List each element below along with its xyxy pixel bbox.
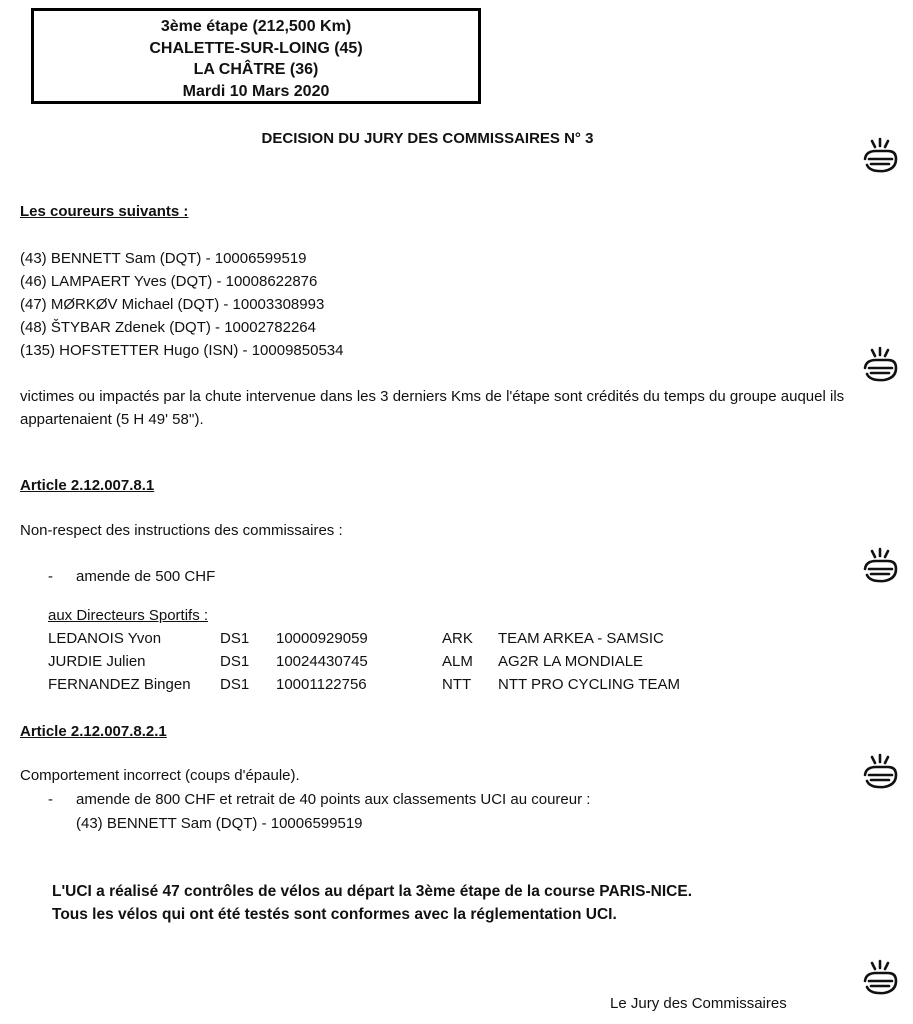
list-item: (47) MØRKØV Michael (DQT) - 10003308993 bbox=[20, 296, 325, 313]
stage-distance: 3ème étape (212,500 Km) bbox=[160, 18, 352, 35]
director-name: LEDANOIS Yvon bbox=[48, 630, 162, 647]
director-role: DS1 bbox=[220, 630, 250, 647]
director-team-code: ARK bbox=[442, 630, 473, 647]
director-name: FERNANDEZ Bingen bbox=[48, 676, 191, 693]
decision-title: DECISION DU JURY DES COMMISSAIRES N° 3 bbox=[261, 130, 594, 147]
time-credit-paragraph: victimes ou impactés par la chute intervenue dans les 3 derniers Kms de l'étape sont crédités du temps du groupe auquel ils appartenaient (5 H 49' 58''). bbox=[20, 388, 845, 428]
article1-penalty bbox=[48, 568, 215, 585]
article2-title: Article 2.12.007.8.2.1 bbox=[20, 723, 167, 740]
article2-description: Comportement incorrect (coups d'épaule). bbox=[20, 767, 300, 784]
bullet-dash: - bbox=[48, 791, 53, 808]
jury-signature: Le Jury des Commissaires bbox=[610, 995, 787, 1012]
director-uci-id: 10000929059 bbox=[276, 630, 368, 647]
director-team-code: NTT bbox=[442, 676, 472, 693]
paris-nice-sun-logo-icon bbox=[858, 544, 902, 588]
article1-description: Non-respect des instructions des commissaires : bbox=[20, 522, 343, 539]
list-item: (46) LAMPAERT Yves (DQT) - 10008622876 bbox=[20, 273, 318, 290]
director-team: AG2R LA MONDIALE bbox=[498, 653, 644, 670]
paris-nice-sun-logo-icon bbox=[858, 343, 902, 387]
rider-list bbox=[20, 247, 343, 362]
director-name: JURDIE Julien bbox=[48, 653, 146, 670]
director-uci-id: 10001122756 bbox=[276, 676, 367, 693]
table-row bbox=[48, 627, 680, 650]
director-team: TEAM ARKEA - SAMSIC bbox=[498, 630, 664, 647]
director-role: DS1 bbox=[220, 653, 250, 670]
list-item: (43) BENNETT Sam (DQT) - 10006599519 bbox=[20, 250, 307, 267]
list-item: (48) ŠTYBAR Zdenek (DQT) - 10002782264 bbox=[20, 319, 316, 336]
article2-penalty bbox=[48, 791, 590, 808]
uci-bike-control-note bbox=[52, 880, 692, 926]
stage-header-box bbox=[31, 8, 481, 104]
stage-date: Mardi 10 Mars 2020 bbox=[182, 82, 330, 100]
table-row bbox=[48, 673, 680, 696]
director-team-code: ALM bbox=[442, 653, 473, 670]
director-role: DS1 bbox=[220, 676, 250, 693]
uci-note-line1: L'UCI a réalisé 47 contrôles de vélos au départ la 3ème étape de la course PARIS-NICE. bbox=[52, 883, 693, 900]
riders-section-title: Les coureurs suivants : bbox=[20, 203, 189, 220]
directors-label: aux Directeurs Sportifs : bbox=[48, 607, 209, 624]
directors-table bbox=[48, 627, 680, 696]
director-uci-id: 10024430745 bbox=[276, 653, 368, 670]
bullet-dash: - bbox=[48, 568, 53, 585]
list-item: (135) HOFSTETTER Hugo (ISN) - 10009850534 bbox=[20, 342, 344, 359]
article1-title: Article 2.12.007.8.1 bbox=[20, 477, 155, 494]
paris-nice-sun-logo-icon bbox=[858, 134, 902, 178]
paris-nice-sun-logo-icon bbox=[858, 956, 902, 1000]
stage-finish: LA CHÂTRE (36) bbox=[193, 61, 319, 78]
table-row bbox=[48, 650, 680, 673]
article1-penalty-text: amende de 500 CHF bbox=[76, 568, 216, 585]
uci-note-line2: Tous les vélos qui ont été testés sont conformes avec la réglementation UCI. bbox=[52, 906, 617, 923]
article2-rider: (43) BENNETT Sam (DQT) - 10006599519 bbox=[76, 815, 363, 832]
article2-penalty-text: amende de 800 CHF et retrait de 40 points aux classements UCI au coureur : bbox=[76, 791, 591, 808]
stage-start: CHALETTE-SUR-LOING (45) bbox=[149, 39, 363, 57]
director-team: NTT PRO CYCLING TEAM bbox=[498, 676, 680, 693]
paris-nice-sun-logo-icon bbox=[858, 750, 902, 794]
